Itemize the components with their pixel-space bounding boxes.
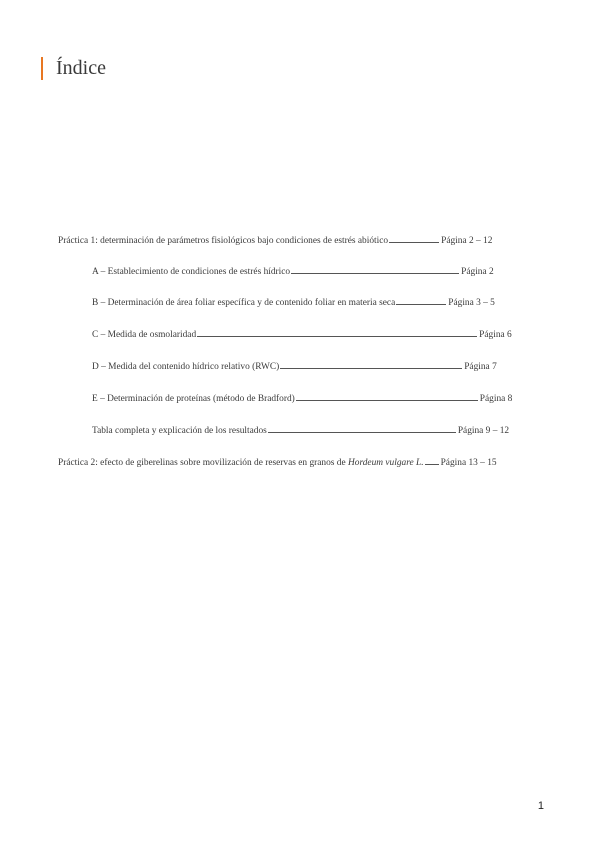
toc-entry-page: Página 13 – 15 [440,458,497,468]
toc-leader [396,296,446,305]
toc-entry-text: A – Establecimiento de condiciones de estrés hídrico [92,267,291,277]
toc-leader [268,424,456,433]
toc-entry-b[interactable] [92,296,495,309]
toc-entry-page: Página 3 – 5 [448,298,495,308]
toc-entry-page: Página 7 [464,362,497,372]
toc-entry-page: Página 8 [479,394,513,404]
toc-leader [291,265,459,274]
page-title: Índice [56,57,106,79]
toc-entry-page: Página 6 [479,330,512,340]
toc-entry-page: Página 9 – 12 [457,426,510,436]
toc-leader [197,328,477,337]
toc-entry-text: Tabla completa y explicación de los resultados [92,426,267,436]
toc-entry-c[interactable] [92,328,512,341]
title-accent-bar [41,57,43,80]
toc-entry-e[interactable] [92,392,512,405]
toc-entry-practica-2[interactable] [58,456,497,469]
toc-leader [425,456,439,465]
species-name: Hordeum vulgare L. [347,458,424,468]
toc-entry-text: E – Determinación de proteínas (método de Bradford) [92,394,295,404]
page-number: 1 [537,800,544,812]
toc-entry-text: D – Medida del contenido hídrico relativo (RWC) [92,362,280,372]
toc-leader [280,360,462,369]
toc-entry-page: Página 2 [461,267,494,277]
toc-leader [389,234,439,243]
toc-entry-tabla[interactable] [92,424,509,437]
toc-entry-text: B – Determinación de área foliar específica y de contenido foliar en materia seca [92,298,396,308]
toc-entry-text: Práctica 1: determinación de parámetros fisiológicos bajo condiciones de estrés abiótico [58,236,389,246]
toc-entry-d[interactable] [92,360,497,373]
toc-entry-a[interactable] [92,265,494,278]
toc-entry-practica-1[interactable] [58,234,492,247]
toc-leader [296,392,478,401]
toc-entry-text: C – Medida de osmolaridad [92,330,197,340]
toc-entry-text: Práctica 2: efecto de giberelinas sobre movilización de reservas en granos de [58,458,348,468]
toc-entry-page: Página 2 – 12 [441,236,493,246]
